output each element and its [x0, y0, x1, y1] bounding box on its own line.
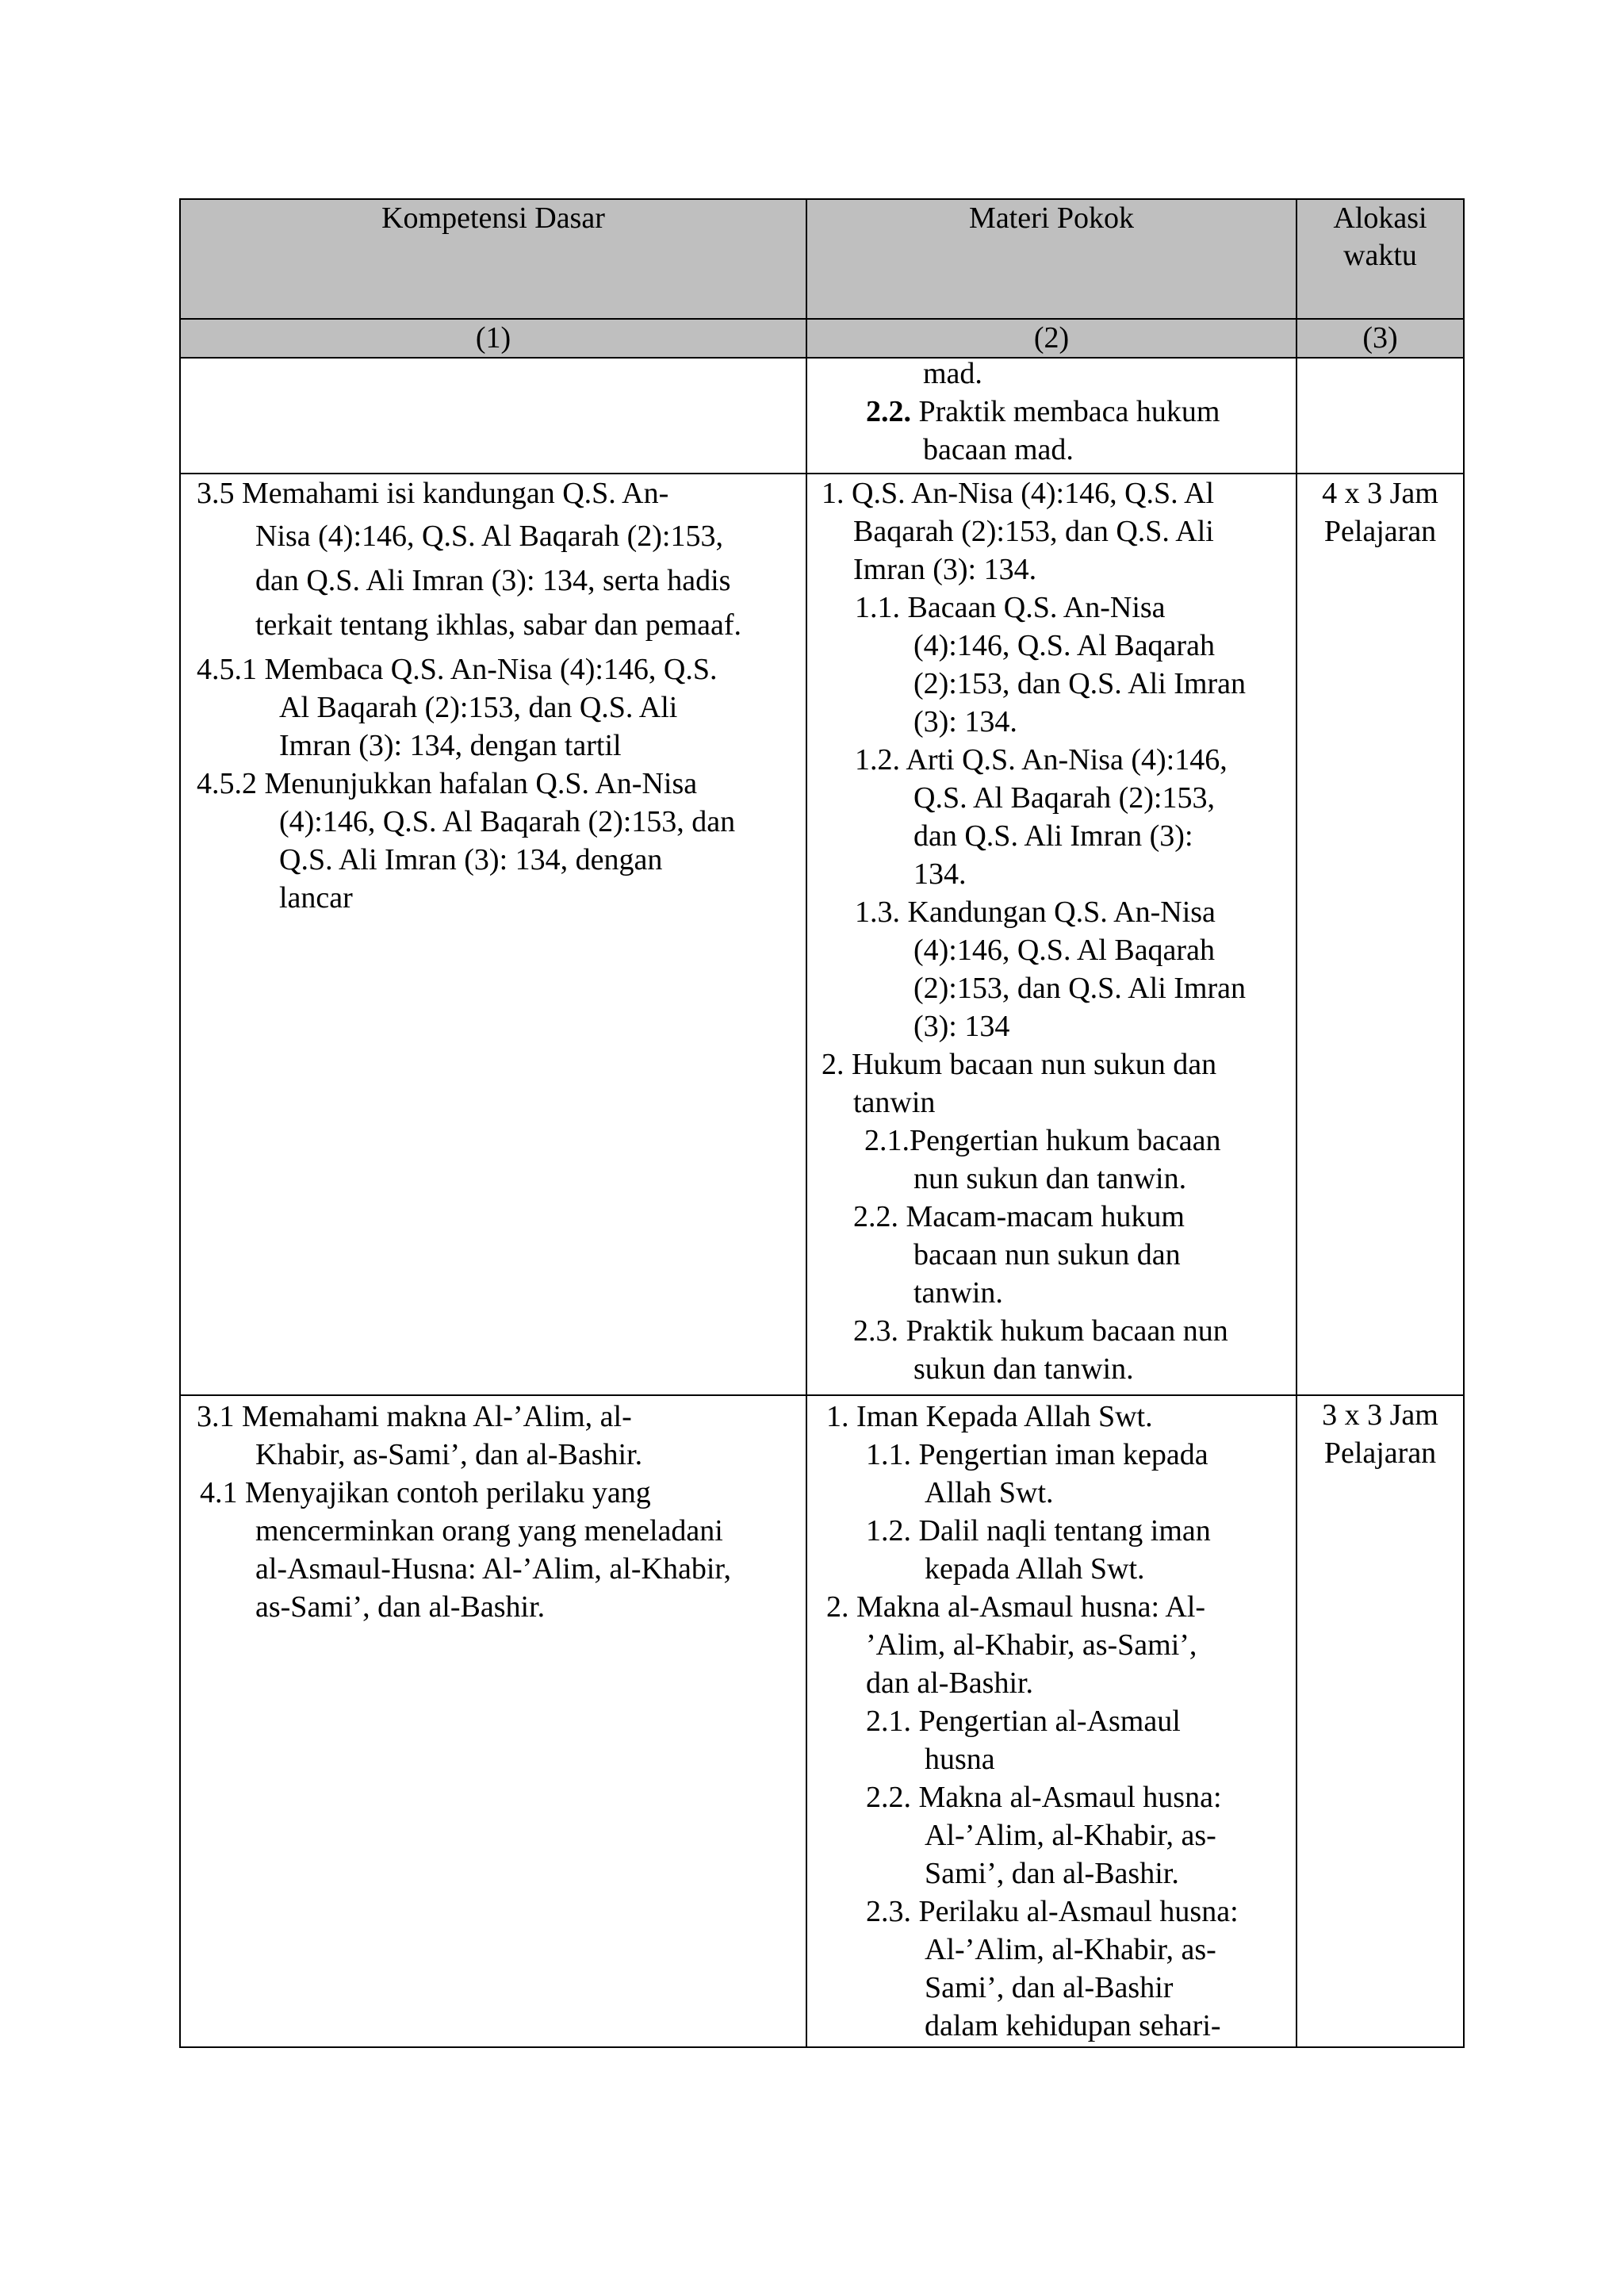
- materi-line: 2.1.Pengertian hukum bacaan: [864, 1124, 1221, 1157]
- kompetensi-line: 3.1 Memahami makna Al-’Alim, al-: [197, 1400, 632, 1433]
- kompetensi-line: 4.1 Menyajikan contoh perilaku yang: [200, 1476, 651, 1509]
- materi-line: (4):146, Q.S. Al Baqarah: [914, 934, 1215, 967]
- alokasi-line: Pelajaran: [1323, 515, 1437, 548]
- materi-line: ’Alim, al-Khabir, as-Sami’,: [866, 1628, 1197, 1662]
- kompetensi-line: terkait tentang ikhlas, sabar dan pemaaf.: [255, 608, 742, 642]
- materi-line: husna: [925, 1743, 995, 1776]
- alokasi-cell: [1297, 358, 1464, 474]
- materi-line: dan al-Bashir.: [866, 1666, 1034, 1700]
- materi-line: nun sukun dan tanwin.: [914, 1162, 1187, 1195]
- materi-line: 1. Iman Kepada Allah Swt.: [826, 1400, 1153, 1433]
- kompetensi-line: lancar: [279, 881, 353, 915]
- materi-line: 1. Q.S. An-Nisa (4):146, Q.S. Al: [822, 477, 1215, 510]
- header-kompetensi-dasar: Kompetensi Dasar: [180, 199, 806, 319]
- syllabus-table: [179, 198, 1465, 2048]
- materi-line: 2.2. Makna al-Asmaul husna:: [866, 1781, 1222, 1814]
- materi-line: 1.3. Kandungan Q.S. An-Nisa: [855, 896, 1216, 929]
- materi-number: 2.2.: [866, 395, 911, 428]
- kompetensi-line: (4):146, Q.S. Al Baqarah (2):153, dan: [279, 805, 736, 838]
- materi-line: dan Q.S. Ali Imran (3):: [914, 819, 1193, 853]
- alokasi-line: Pelajaran: [1323, 1436, 1437, 1470]
- materi-line: 2.1. Pengertian al-Asmaul: [866, 1705, 1181, 1738]
- kompetensi-cell: [180, 474, 806, 1395]
- materi-line: Al-’Alim, al-Khabir, as-: [925, 1933, 1216, 1966]
- materi-line: tanwin: [853, 1086, 936, 1119]
- materi-line: Q.S. Al Baqarah (2):153,: [914, 781, 1215, 815]
- alokasi-line: 4 x 3 Jam: [1322, 477, 1438, 510]
- kompetensi-line: mencerminkan orang yang meneladani: [255, 1514, 723, 1548]
- materi-line: Sami’, dan al-Bashir.: [925, 1857, 1179, 1890]
- materi-line: (4):146, Q.S. Al Baqarah: [914, 629, 1215, 662]
- materi-line: Baqarah (2):153, dan Q.S. Ali: [853, 515, 1214, 548]
- alokasi-cell: [1297, 474, 1464, 1395]
- materi-line: mad.: [923, 357, 982, 390]
- header-row: [180, 199, 1464, 319]
- table-row: [180, 1395, 1464, 2047]
- materi-line: Al-’Alim, al-Khabir, as-: [925, 1819, 1216, 1852]
- materi-line: 2. Makna al-Asmaul husna: Al-: [826, 1590, 1206, 1624]
- table-row: [180, 358, 1464, 474]
- materi-line: (2):153, dan Q.S. Ali Imran: [914, 972, 1247, 1005]
- alokasi-line: 3 x 3 Jam: [1322, 1398, 1438, 1432]
- materi-line: 2.3. Perilaku al-Asmaul husna:: [866, 1895, 1239, 1928]
- materi-line: 1.2. Dalil naqli tentang iman: [866, 1514, 1211, 1548]
- materi-cell: [806, 358, 1297, 474]
- materi-line: (3): 134.: [914, 705, 1017, 738]
- materi-line: (2):153, dan Q.S. Ali Imran: [914, 667, 1247, 700]
- materi-line: Allah Swt.: [925, 1476, 1054, 1509]
- alokasi-cell: [1297, 1395, 1464, 2047]
- kompetensi-line: as-Sami’, dan al-Bashir.: [255, 1590, 546, 1624]
- kompetensi-cell: [180, 1395, 806, 2047]
- materi-line: 1.2. Arti Q.S. An-Nisa (4):146,: [855, 743, 1228, 777]
- kompetensi-cell: [180, 358, 806, 474]
- materi-line: 2.3. Praktik hukum bacaan nun: [853, 1314, 1228, 1348]
- materi-line: 134.: [914, 857, 967, 891]
- materi-line: kepada Allah Swt.: [925, 1552, 1145, 1586]
- column-number-3: (3): [1297, 319, 1464, 358]
- materi-line: sukun dan tanwin.: [914, 1352, 1134, 1386]
- header-materi-pokok: Materi Pokok: [806, 199, 1297, 319]
- materi-line: 1.1. Pengertian iman kepada: [866, 1438, 1208, 1471]
- materi-line: 1.1. Bacaan Q.S. An-Nisa: [855, 591, 1166, 624]
- materi-line: 2. Hukum bacaan nun sukun dan: [822, 1048, 1217, 1081]
- kompetensi-line: Khabir, as-Sami’, dan al-Bashir.: [255, 1438, 643, 1471]
- kompetensi-line: Q.S. Ali Imran (3): 134, dengan: [279, 843, 663, 876]
- materi-line: (3): 134: [914, 1010, 1010, 1043]
- materi-line: dalam kehidupan sehari-: [925, 2009, 1221, 2042]
- kompetensi-line: 3.5 Memahami isi kandungan Q.S. An-: [197, 477, 669, 510]
- materi-line: tanwin.: [914, 1276, 1003, 1310]
- materi-line: Sami’, dan al-Bashir: [925, 1971, 1174, 2004]
- materi-line: 2.2. Macam-macam hukum: [853, 1200, 1185, 1233]
- kompetensi-line: al-Asmaul-Husna: Al-’Alim, al-Khabir,: [255, 1552, 732, 1586]
- kompetensi-line: Al Baqarah (2):153, dan Q.S. Ali: [279, 691, 678, 724]
- materi-line: Imran (3): 134.: [853, 553, 1037, 586]
- materi-line: bacaan mad.: [923, 433, 1074, 466]
- kompetensi-line: 4.5.2 Menunjukkan hafalan Q.S. An-Nisa: [197, 767, 698, 800]
- kompetensi-line: Imran (3): 134, dengan tartil: [279, 729, 622, 762]
- materi-line: [866, 393, 1220, 431]
- materi-cell: [806, 474, 1297, 1395]
- header-alokasi-waktu: [1297, 199, 1464, 319]
- kompetensi-line: dan Q.S. Ali Imran (3): 134, serta hadis: [255, 564, 731, 597]
- table-row: [180, 474, 1464, 1395]
- materi-line: bacaan nun sukun dan: [914, 1238, 1181, 1271]
- column-number-1: (1): [180, 319, 806, 358]
- column-number-2: (2): [806, 319, 1297, 358]
- column-number-row: [180, 319, 1464, 358]
- header-alokasi-line-1: Alokasi: [1333, 201, 1427, 235]
- kompetensi-line: 4.5.1 Membaca Q.S. An-Nisa (4):146, Q.S.: [197, 653, 718, 686]
- materi-text: Praktik membaca hukum: [918, 395, 1220, 428]
- header-alokasi-line-2: waktu: [1343, 239, 1417, 272]
- kompetensi-line: Nisa (4):146, Q.S. Al Baqarah (2):153,: [255, 520, 723, 553]
- materi-cell: [806, 1395, 1297, 2047]
